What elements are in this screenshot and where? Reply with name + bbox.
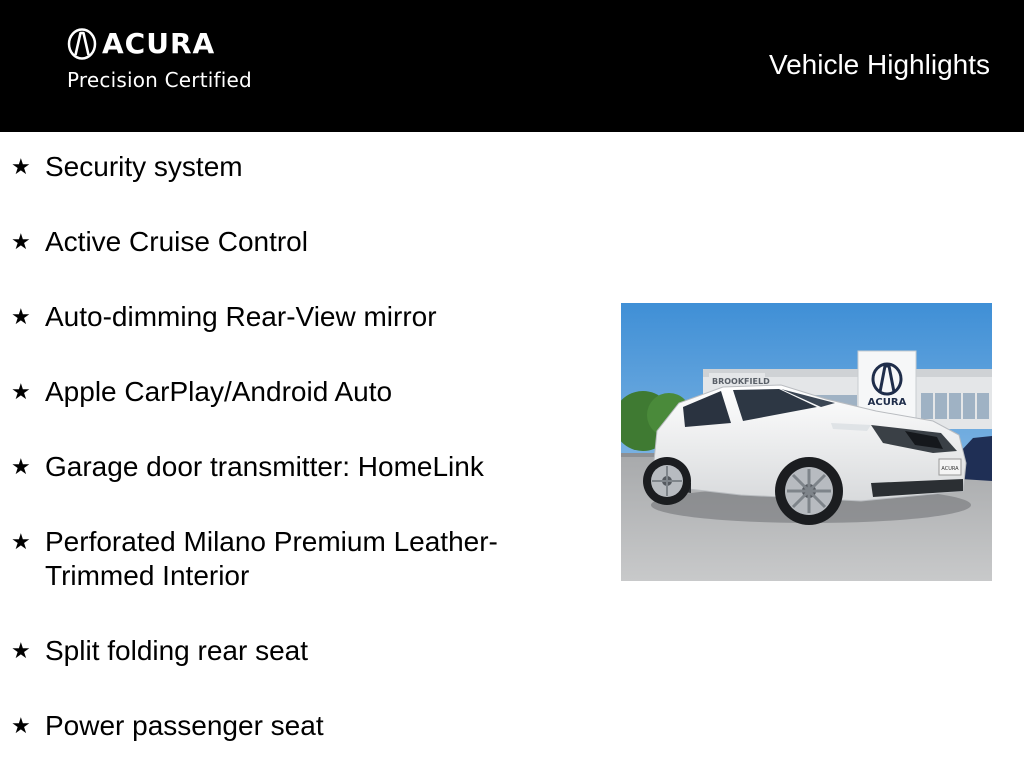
star-icon: ★: [11, 638, 31, 663]
highlight-text: Active Cruise Control: [45, 226, 308, 257]
list-item: [0, 300, 580, 334]
list-item: [0, 150, 580, 184]
highlight-text: Apple CarPlay/Android Auto: [45, 376, 393, 407]
highlight-text: Security system: [45, 151, 243, 182]
star-icon: ★: [11, 154, 31, 179]
acura-logo: [66, 26, 276, 98]
highlight-text: Split folding rear seat: [45, 635, 309, 666]
brand-subtitle: Precision Certified: [67, 68, 252, 92]
highlight-text: Garage door transmitter: HomeLink: [45, 451, 484, 482]
star-icon: ★: [11, 229, 31, 254]
vehicle-photo: [621, 303, 992, 581]
list-item: [0, 225, 580, 259]
header-bar: [0, 0, 1024, 132]
star-icon: ★: [11, 454, 31, 479]
list-item: [0, 709, 580, 743]
highlight-text: Auto-dimming Rear-View mirror: [45, 301, 437, 332]
rear-wheel: [643, 457, 691, 505]
list-item: [0, 375, 580, 409]
highlight-text: Perforated Milano Premium Leather-Trimmed Interior: [45, 526, 498, 591]
star-icon: ★: [11, 713, 31, 738]
list-item: [0, 450, 580, 484]
list-item: [0, 634, 580, 668]
dealer-sign-text: BROOKFIELD: [712, 377, 770, 386]
highlights-list: [0, 150, 580, 784]
page-title: Vehicle Highlights: [768, 49, 990, 80]
highlight-text: Power passenger seat: [45, 710, 324, 741]
brand-sign-text: ACURA: [867, 397, 907, 408]
star-icon: ★: [11, 529, 31, 554]
list-item: [0, 525, 535, 593]
vehicle-photo-graphic: [621, 303, 992, 581]
star-icon: ★: [11, 304, 31, 329]
license-plate-text: ACURA: [941, 466, 959, 472]
brand-wordmark: ACURA: [102, 27, 216, 60]
star-icon: ★: [11, 379, 31, 404]
front-wheel: [775, 457, 843, 525]
acura-emblem-icon: [66, 28, 98, 60]
